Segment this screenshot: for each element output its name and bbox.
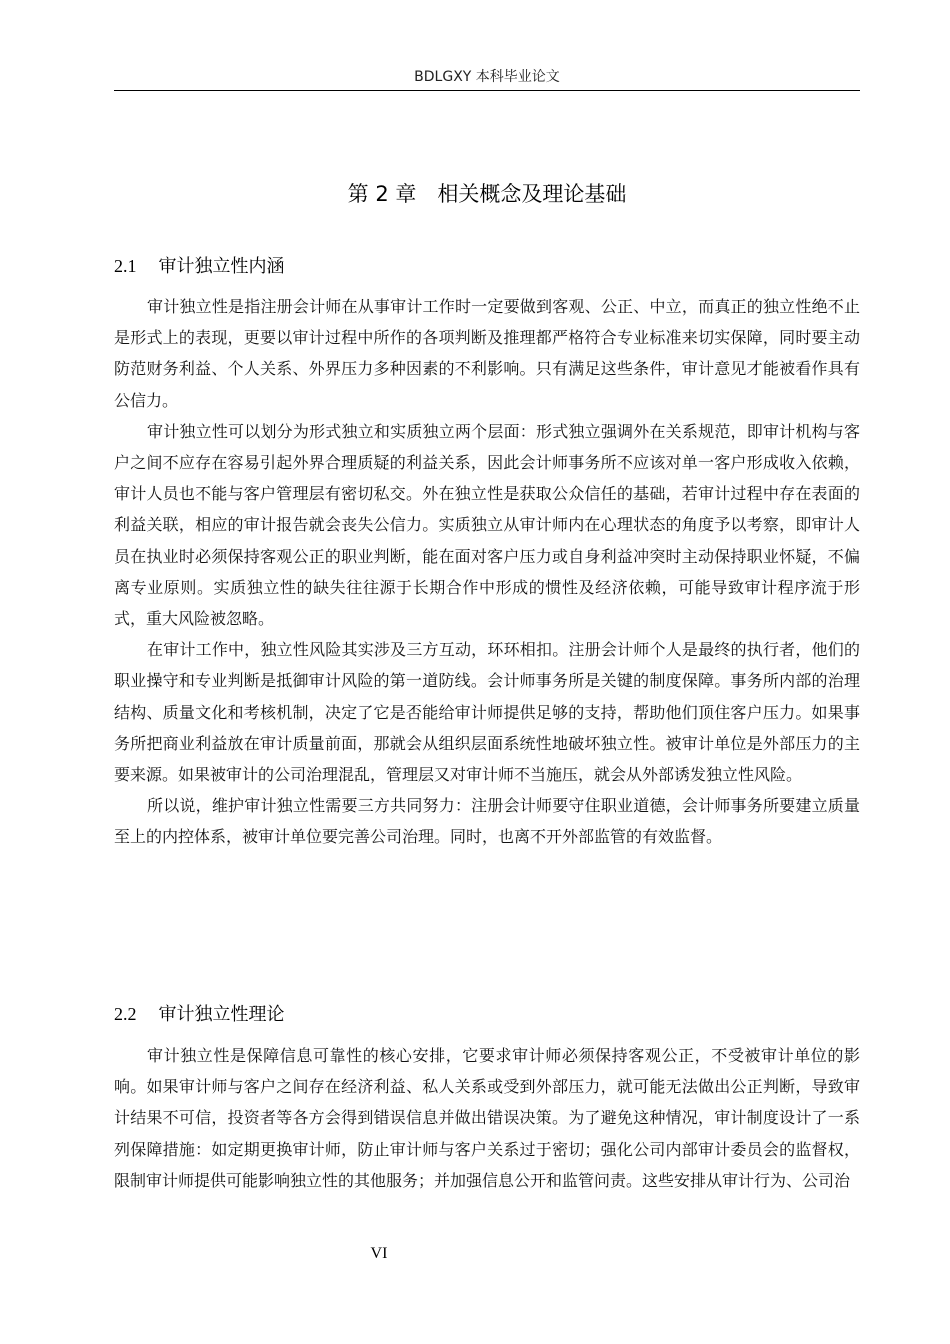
paragraph: 在审计工作中，独立性风险其实涉及三方互动，环环相扣。注册会计师个人是最终的执行者，他们的职业操守和专业判断是抵御审计风险的第一道防线。会计师事务所是关键的制度保障。事务所内部的治理结构、质量文化和考核机制，决定了它是否能给审计师提供足够的支持，帮助他们顶住客户压力。如果事务所把商业利益放在审计质量前面，那就会从组织层面系统性地破坏独立性。被审计单位是外部压力的主要来源。如果被审计的公司治理混乱，管理层又对审计师不当施压，就会从外部诱发独立性风险。 <box>114 640 860 785</box>
section-title: 审计独立性理论 <box>158 1004 285 1025</box>
section-title: 审计独立性内涵 <box>158 256 285 277</box>
section-number: 2.1 <box>114 256 137 276</box>
section-body-2-1 <box>114 291 860 853</box>
paragraph: 审计独立性是保障信息可靠性的核心安排，它要求审计师必须保持客观公正，不受被审计单位的影响。如果审计师与客户之间存在经济利益、私人关系或受到外部压力，就可能无法做出公正判断，导致审计结果不可信，投资者等各方会得到错误信息并做出错误决策。为了避免这种情况，审计制度设计了一系列保障措施：如定期更换审计师，防止审计师与客户关系过于密切；强化公司内部审计委员会的监督权，限制审计师提供可能影响独立性的其他服务；并加强信息公开和监管问责。这些安排从审计行为、公司治 <box>114 1046 860 1190</box>
section-number: 2.2 <box>114 1004 137 1024</box>
paragraph: 审计独立性是指注册会计师在从事审计工作时一定要做到客观、公正、中立，而真正的独立性绝不止是形式上的表现，更要以审计过程中所作的各项判断及推理都严格符合专业标准来切实保障，同时要主动防范财务利益、个人关系、外界压力多种因素的不利影响。只有满足这些条件，审计意见才能被看作具有公信力。 <box>114 297 860 410</box>
paragraph: 所以说，维护审计独立性需要三方共同努力：注册会计师要守住职业道德，会计师事务所要建立质量至上的内控体系，被审计单位要完善公司治理。同时，也离不开外部监管的有效监督。 <box>114 796 860 847</box>
section-heading-2-2 <box>114 1000 285 1026</box>
section-body-2-2 <box>114 1040 860 1196</box>
chapter-title: 第 2 章 相关概念及理论基础 <box>347 182 627 206</box>
section-heading-2-1 <box>114 252 285 278</box>
page-number: VI <box>370 1245 388 1262</box>
paragraph: 审计独立性可以划分为形式独立和实质独立两个层面：形式独立强调外在关系规范，即审计机构与客户之间不应存在容易引起外界合理质疑的利益关系，因此会计师事务所不应该对单一客户形成收入依赖，审计人员也不能与客户管理层有密切私交。外在独立性是获取公众信任的基础，若审计过程中存在表面的利益关联，相应的审计报告就会丧失公信力。实质独立从审计师内在心理状态的角度予以考察，即审计人员在执业时必须保持客观公正的职业判断，能在面对客户压力或自身利益冲突时主动保持职业怀疑，不偏离专业原则。实质独立性的缺失往往源于长期合作中形成的惯性及经济依赖，可能导致审计程序流于形式，重大风险被忽略。 <box>114 421 860 629</box>
header-rule <box>114 90 860 91</box>
running-header: BDLGXY 本科毕业论文 <box>414 69 560 85</box>
